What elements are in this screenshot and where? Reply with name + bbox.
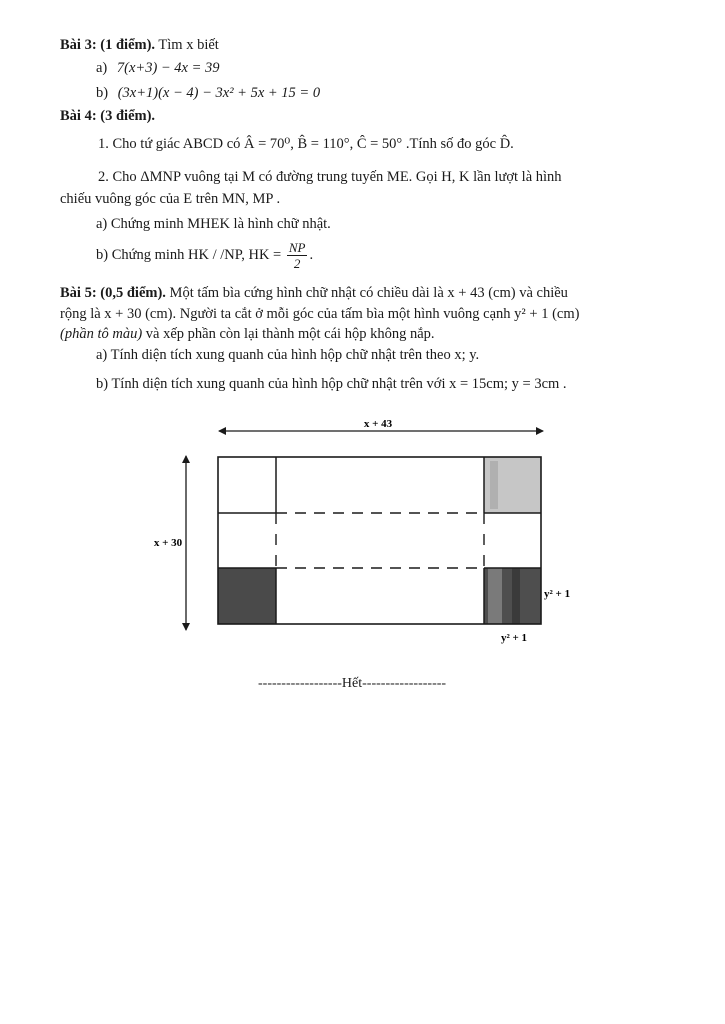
- bottom-right-corner-texture: [488, 568, 502, 624]
- bai4-problem-2-line1: 2. Cho ΔMNP vuông tại M có đường trung tuyến ME. Gọi H, K lần lượt là hình: [98, 169, 562, 185]
- bai5-colored-part-note: (phần tô màu): [60, 326, 143, 342]
- bai3-a-label: a): [96, 60, 108, 76]
- bai4-problem-2-line2: chiếu vuông góc của E trên MN, MP .: [60, 191, 281, 207]
- fraction-numerator: NP: [288, 240, 306, 255]
- bai5-line2: rộng là x + 30 (cm). Người ta cắt ở mỗi góc của tấm bìa một hình vuông cạnh y² + 1 (cm): [60, 306, 580, 322]
- bai4-b-period: .: [309, 246, 314, 263]
- bai4-problem-1: 1. Cho tứ giác ABCD có Â = 70⁰, B̂ = 110°, Ĉ = 50° .Tính số đo góc D̂.: [98, 136, 514, 152]
- bai4-b-text: b) Chứng minh HK / /NP, HK =: [96, 246, 282, 263]
- bai5-title: Bài 5: (0,5 điểm).: [60, 285, 166, 301]
- bai3-title: Bài 3: (1 điểm).: [60, 37, 156, 53]
- top-right-corner-texture: [490, 461, 498, 509]
- bai5-text-1: Một tấm bìa cứng hình chữ nhật có chiều dài là x + 43 (cm) và chiều: [169, 285, 568, 301]
- bai3-b-equation: (3x+1)(x − 4) − 3x² + 5x + 15 = 0: [117, 85, 321, 101]
- bai5-text-3: và xếp phần còn lại thành một cái hộp không nắp.: [142, 326, 435, 342]
- width-label: x + 30: [153, 537, 183, 549]
- bai5-part-b: b) Tính diện tích xung quanh của hình hộp chữ nhật trên với x = 15cm; y = 3cm .: [96, 376, 567, 392]
- bai3-a-equation: 7(x+3) − 4x = 39: [116, 60, 220, 76]
- end-marker: ------------------Hết------------------: [258, 676, 447, 691]
- bai4-part-a: a) Chứng minh MHEK là hình chữ nhật.: [96, 216, 331, 232]
- corner-side-label: y² + 1: [544, 588, 571, 600]
- corner-bottom-label: y² + 1: [500, 632, 528, 644]
- bottom-left-corner-square: [218, 568, 276, 624]
- length-label: x + 43: [363, 418, 393, 430]
- fraction-denominator: 2: [293, 256, 301, 271]
- bai4-title: Bài 4: (3 điểm).: [60, 108, 156, 124]
- bai3-b-label: b): [96, 85, 109, 101]
- bottom-right-corner-stripe: [512, 568, 520, 624]
- bai3-intro: Tìm x biết: [158, 37, 219, 53]
- bai5-part-a: a) Tính diện tích xung quanh của hình hộp chữ nhật trên theo x; y.: [96, 347, 480, 363]
